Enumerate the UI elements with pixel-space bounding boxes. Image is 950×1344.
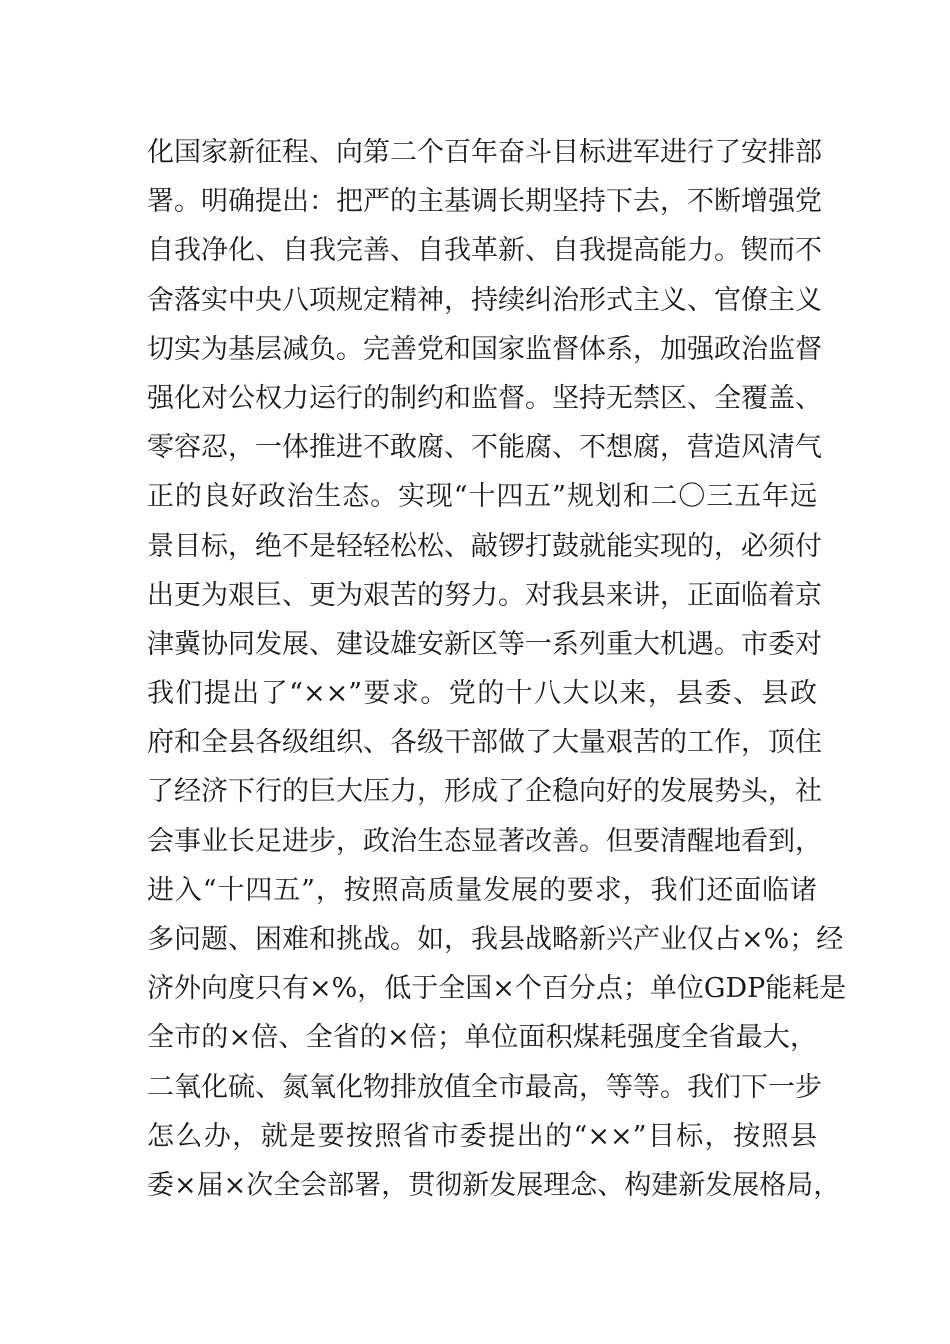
text-line: 化国家新征程、向第二个百年奋斗目标进军进行了安排部 <box>147 137 822 168</box>
text-line: 我们提出了“××”要求。党的十八大以来，县委、县政 <box>147 678 817 710</box>
text-line: 多问题、困难和挑战。如，我县战略新兴产业仅占×%；经 <box>147 924 844 955</box>
text-line: 切实为基层减负。完善党和国家监督体系，加强政治监督 <box>147 333 822 365</box>
body-text <box>147 128 847 1210</box>
text-line: 零容忍，一体推进不敢腐、不能腐、不想腐，营造风清气 <box>147 432 822 464</box>
text-line: 景目标，绝不是轻轻松松、敲锣打鼓就能实现的，必须付 <box>147 530 822 562</box>
text-line: 济外向度只有×%，低于全国×个百分点；单位GDP能耗是 <box>147 973 847 1005</box>
text-line: 会事业长足进步，政治生态显著改善。但要清醒地看到， <box>147 825 822 857</box>
text-line: 委×届×次全会部署，贯彻新发展理念、构建新发展格局， <box>147 1169 841 1201</box>
text-line: 强化对公权力运行的制约和监督。坚持无禁区、全覆盖、 <box>147 382 822 414</box>
text-line: 出更为艰巨、更为艰苦的努力。对我县来讲，正面临着京 <box>147 579 822 611</box>
text-line: 二氧化硫、氮氧化物排放值全市最高，等等。我们下一步 <box>147 1071 822 1103</box>
text-line: 怎么办，就是要按照省市委提出的“××”目标，按照县 <box>147 1120 817 1152</box>
text-line: 津冀协同发展、建设雄安新区等一系列重大机遇。市委对 <box>147 628 822 660</box>
text-line: 自我净化、自我完善、自我革新、自我提高能力。锲而不 <box>147 235 822 267</box>
text-line: 署。明确提出：把严的主基调长期坚持下去，不断增强党 <box>147 186 822 218</box>
text-line: 舍落实中央八项规定精神，持续纠治形式主义、官僚主义 <box>147 284 822 316</box>
text-line: 进入“十四五”，按照高质量发展的要求，我们还面临诸 <box>147 874 817 906</box>
text-line: 全市的×倍、全省的×倍；单位面积煤耗强度全省最大， <box>147 1022 817 1054</box>
text-line: 府和全县各级组织、各级干部做了大量艰苦的工作，顶住 <box>147 727 822 759</box>
text-line: 了经济下行的巨大压力，形成了企稳向好的发展势头，社 <box>147 776 822 808</box>
text-line: 正的良好政治生态。实现“十四五”规划和二〇三五年远 <box>147 481 817 513</box>
